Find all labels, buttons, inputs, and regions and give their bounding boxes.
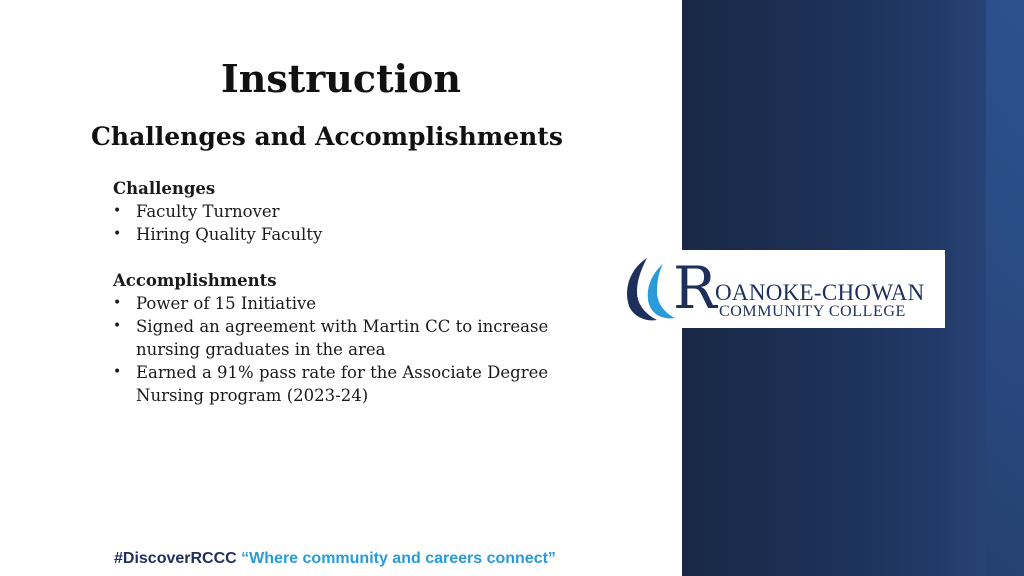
- logo-name-line1: OANOKE-CHOWAN: [715, 280, 925, 305]
- list-item: [113, 292, 593, 315]
- logo-name-line2: COMMUNITY COLLEGE: [719, 303, 906, 320]
- college-logo: [615, 250, 945, 328]
- bullet-icon: •: [113, 226, 122, 242]
- accomplishments-list: [113, 292, 593, 407]
- list-item-text: Faculty Turnover: [136, 202, 280, 221]
- spacer: [113, 246, 593, 269]
- challenges-heading: Challenges: [113, 179, 216, 198]
- list-item: [113, 361, 593, 407]
- logo-initial: R: [673, 254, 717, 322]
- bullet-icon: •: [113, 203, 122, 219]
- bullet-icon: •: [113, 295, 122, 311]
- list-item-text: Power of 15 Initiative: [136, 294, 317, 313]
- list-item: [113, 315, 593, 361]
- list-item-text: Earned a 91% pass rate for the Associate Degree Nursing program (2023-24): [136, 363, 549, 405]
- content-body: [113, 177, 593, 407]
- list-item-text: Signed an agreement with Martin CC to increase nursing graduates in the area: [136, 317, 549, 359]
- accomplishments-heading: Accomplishments: [113, 271, 277, 290]
- list-item: [113, 200, 593, 223]
- slide-subtitle: Challenges and Accomplishments: [91, 122, 563, 151]
- challenges-list: [113, 200, 593, 246]
- list-item-text: Hiring Quality Faculty: [136, 225, 323, 244]
- list-item: [113, 223, 593, 246]
- bullet-icon: •: [113, 364, 122, 380]
- bullet-icon: •: [113, 318, 122, 334]
- footer-hashtag: #DiscoverRCCC: [114, 550, 237, 567]
- footer-tagline: “Where community and careers connect”: [241, 550, 556, 567]
- footer: [114, 550, 556, 568]
- slide-title: Instruction: [220, 56, 462, 101]
- swoosh-logo-icon: [617, 254, 679, 326]
- decorative-stripe: [986, 0, 1024, 576]
